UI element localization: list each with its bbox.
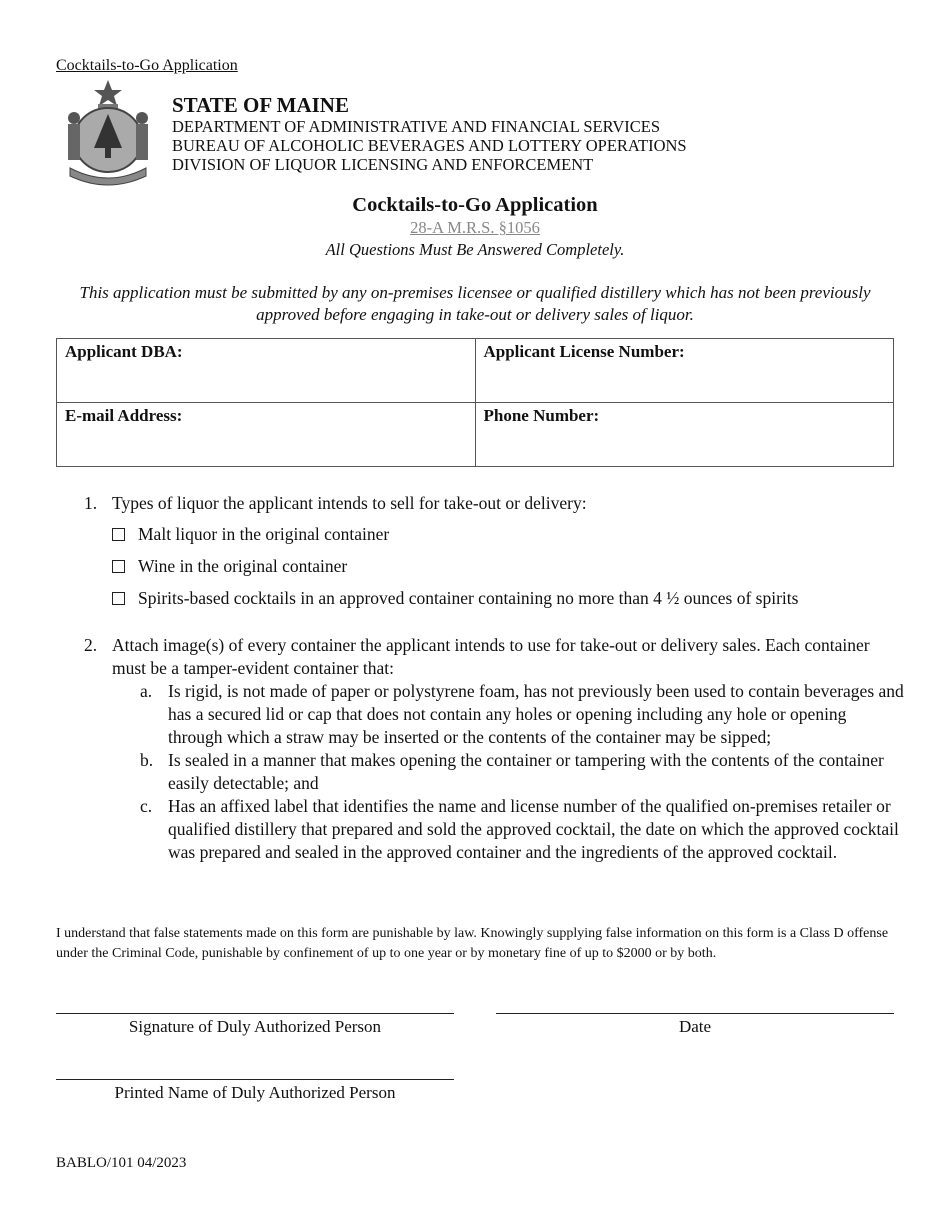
printed-name-field[interactable] bbox=[56, 1079, 454, 1104]
form-title: Cocktails-to-Go Application bbox=[352, 194, 598, 216]
instruction-text: All Questions Must Be Answered Completely. bbox=[325, 240, 625, 259]
checkbox-icon[interactable] bbox=[112, 560, 125, 573]
option-label: Spirits-based cocktails in an approved container containing no more than 4 ½ ounces of spirits bbox=[138, 588, 799, 608]
email-label: E-mail Address: bbox=[65, 406, 183, 425]
header-title-link[interactable]: Cocktails-to-Go Application bbox=[56, 57, 238, 74]
option-malt-liquor[interactable] bbox=[112, 523, 914, 546]
agency-block bbox=[172, 93, 687, 174]
item-letter: b. bbox=[140, 750, 154, 770]
question-2-number: 2. bbox=[84, 635, 98, 655]
list-item bbox=[140, 749, 904, 795]
item-text: Has an affixed label that identifies the name and license number of the qualified on-premises retailer or qualified distillery that prepared and sold the approved cocktail, the date on which the approved cocktail was prepared and sealed in the approved container and the ingredients of the approved cocktail. bbox=[168, 796, 899, 862]
question-2-text: Attach image(s) of every container the applicant intends to use for take-out or delivery sales. Each container must be a tamper-evident container that: bbox=[112, 635, 870, 678]
item-text: Is rigid, is not made of paper or polystyrene foam, has not previously been used to contain beverages and has a secured lid or cap that does not contain any holes or opening including any hole or opening through which a straw may be inserted or the contents of the container may be sipped; bbox=[168, 681, 904, 747]
list-item bbox=[140, 795, 904, 864]
disclaimer-text: I understand that false statements made on this form are punishable by law. Knowingly supplying false information on this form is a Class D offense under the Criminal Code, punishable by confinement of up to one year or by monetary fine of up to $2000 or by both. bbox=[56, 926, 889, 961]
checkbox-icon[interactable] bbox=[112, 592, 125, 605]
option-wine[interactable] bbox=[112, 555, 914, 578]
phone-field[interactable] bbox=[475, 403, 894, 467]
question-1-number: 1. bbox=[84, 493, 98, 513]
applicant-info-table bbox=[56, 338, 894, 467]
printed-name-label: Printed Name of Duly Authorized Person bbox=[114, 1083, 396, 1102]
signature-label: Signature of Duly Authorized Person bbox=[128, 1017, 382, 1036]
item-letter: c. bbox=[140, 796, 153, 816]
item-letter: a. bbox=[140, 681, 153, 701]
intro-text: This application must be submitted by any on-premises licensee or qualified distillery which has not been previously approved before engaging in take-out or delivery sales of liquor. bbox=[79, 283, 871, 324]
bureau-name: BUREAU OF ALCOHOLIC BEVERAGES AND LOTTERY OPERATIONS bbox=[172, 136, 687, 155]
maine-state-seal-icon bbox=[60, 78, 156, 190]
option-label: Wine in the original container bbox=[138, 556, 348, 576]
question-2 bbox=[84, 634, 904, 864]
applicant-dba-field[interactable] bbox=[57, 339, 476, 403]
applicant-dba-label: Applicant DBA: bbox=[65, 342, 183, 361]
option-spirits-cocktails[interactable] bbox=[112, 587, 914, 610]
email-field[interactable] bbox=[57, 403, 476, 467]
state-name: STATE OF MAINE bbox=[172, 93, 349, 117]
signature-field[interactable] bbox=[56, 1013, 454, 1038]
option-label: Malt liquor in the original container bbox=[138, 524, 390, 544]
applicant-license-label: Applicant License Number: bbox=[483, 342, 685, 361]
date-label: Date bbox=[678, 1017, 712, 1036]
form-code: BABLO/101 04/2023 bbox=[56, 1155, 187, 1171]
department-name: DEPARTMENT OF ADMINISTRATIVE AND FINANCIAL SERVICES bbox=[172, 117, 660, 136]
division-name: DIVISION OF LIQUOR LICENSING AND ENFORCEMENT bbox=[172, 155, 594, 174]
checkbox-icon[interactable] bbox=[112, 528, 125, 541]
applicant-license-field[interactable] bbox=[475, 339, 894, 403]
list-item bbox=[140, 680, 904, 749]
phone-label: Phone Number: bbox=[483, 406, 600, 425]
statute-link[interactable]: 28-A M.R.S. §1056 bbox=[410, 218, 540, 237]
date-field[interactable] bbox=[496, 1013, 894, 1038]
question-1-text: Types of liquor the applicant intends to sell for take-out or delivery: bbox=[112, 493, 587, 513]
form-title-block bbox=[0, 193, 950, 261]
question-1 bbox=[84, 492, 914, 610]
item-text: Is sealed in a manner that makes opening the container or tampering with the contents of the container easily detectable; and bbox=[168, 750, 884, 793]
